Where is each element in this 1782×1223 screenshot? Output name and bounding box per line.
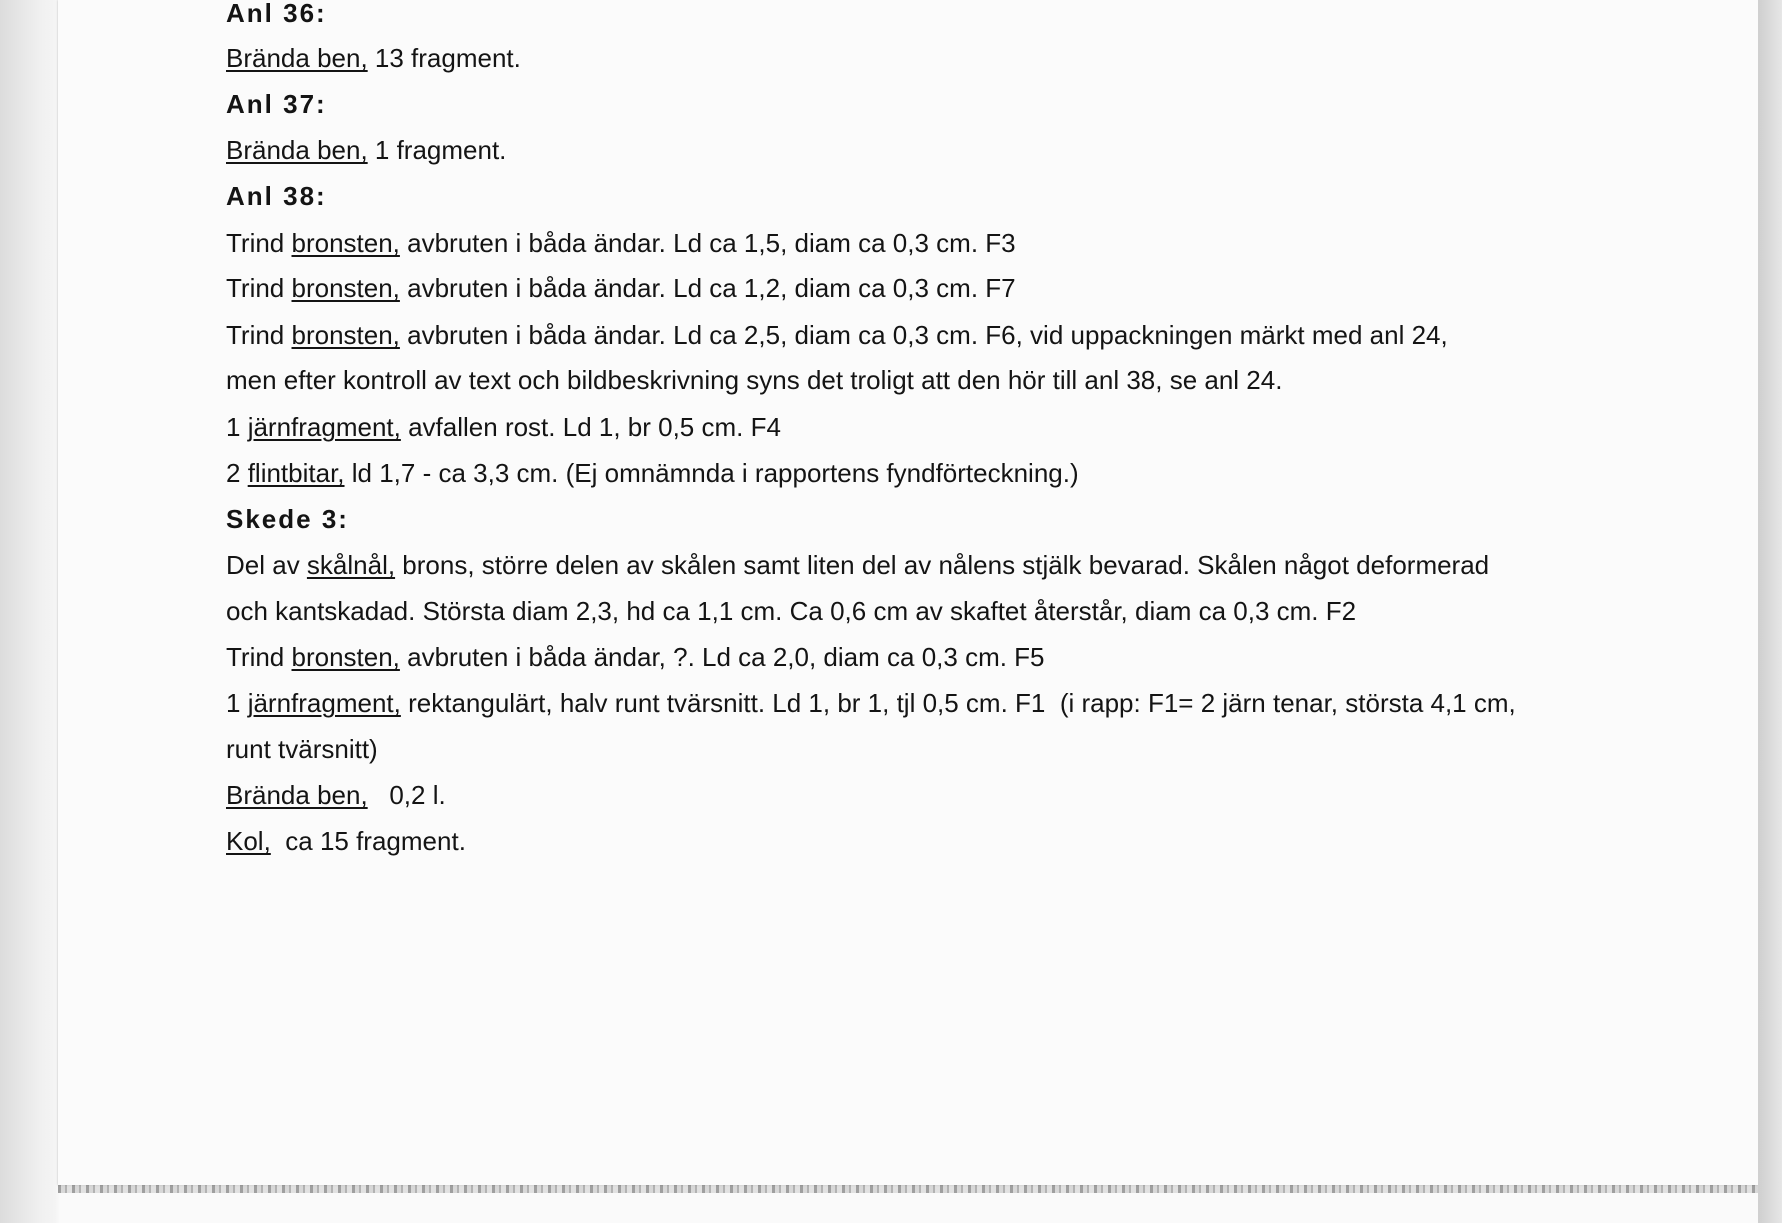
find-term: skålnål, bbox=[306, 550, 396, 580]
find-term: bronsten, bbox=[291, 320, 400, 350]
find-term: bronsten, bbox=[291, 228, 400, 258]
find-line: Kol, ca 15 fragment. bbox=[226, 826, 466, 856]
find-line-continuation: och kantskadad. Största diam 2,3, hd ca 1,1 cm. Ca 0,6 cm av skaftet återstår, diam ca 0,3 cm. F2 bbox=[226, 596, 1357, 626]
scan-right-edge bbox=[1758, 0, 1782, 1223]
find-line: Brända ben, 1 fragment. bbox=[226, 135, 507, 165]
find-term: bronsten, bbox=[291, 273, 400, 303]
find-line: Trind bronsten, avbruten i båda ändar. Ld ca 1,5, diam ca 0,3 cm. F3 bbox=[226, 228, 1016, 258]
find-line: Del av skålnål, brons, större delen av skålen samt liten del av nålens stjälk bevarad. Skålen något deformerad bbox=[226, 550, 1490, 580]
find-term: järnfragment, bbox=[247, 688, 401, 718]
find-line: 2 flintbitar, ld 1,7 - ca 3,3 cm. (Ej omnämnda i rapportens fyndförteckning.) bbox=[226, 458, 1079, 488]
find-line: Trind bronsten, avbruten i båda ändar, ?. Ld ca 2,0, diam ca 0,3 cm. F5 bbox=[226, 642, 1045, 672]
find-line-continuation: men efter kontroll av text och bildbeskrivning syns det troligt att den hör till anl 38, se anl 24. bbox=[226, 365, 1283, 395]
find-term: Brända ben, bbox=[226, 135, 368, 165]
document-page bbox=[58, 0, 1758, 1185]
find-line: Trind bronsten, avbruten i båda ändar. Ld ca 2,5, diam ca 0,3 cm. F6, vid uppackningen märkt med anl 24, bbox=[226, 320, 1448, 350]
find-term: flintbitar, bbox=[247, 458, 345, 488]
heading-anl-37: Anl 37: bbox=[226, 89, 327, 119]
find-line: Brända ben, 13 fragment. bbox=[226, 43, 521, 73]
find-line: Trind bronsten, avbruten i båda ändar. Ld ca 1,2, diam ca 0,3 cm. F7 bbox=[226, 273, 1016, 303]
heading-anl-38: Anl 38: bbox=[226, 181, 327, 211]
heading-anl-36: Anl 36: bbox=[226, 0, 327, 28]
find-line: 1 järnfragment, avfallen rost. Ld 1, br 0,5 cm. F4 bbox=[226, 412, 781, 442]
find-line: Brända ben, 0,2 l. bbox=[226, 780, 446, 810]
heading-skede-3: Skede 3: bbox=[226, 504, 349, 534]
scan-bottom-edge bbox=[58, 1185, 1758, 1193]
find-term: Brända ben, bbox=[226, 43, 368, 73]
find-term: Kol, bbox=[226, 826, 271, 856]
find-term: bronsten, bbox=[291, 642, 400, 672]
find-term: Brända ben, bbox=[226, 780, 368, 810]
find-line: 1 järnfragment, rektangulärt, halv runt tvärsnitt. Ld 1, br 1, tjl 0,5 cm. F1 (i rapp: F1= 2 järn tenar, största 4,1 cm, bbox=[226, 688, 1516, 718]
find-term: järnfragment, bbox=[247, 412, 401, 442]
find-line-continuation: runt tvärsnitt) bbox=[226, 734, 378, 764]
